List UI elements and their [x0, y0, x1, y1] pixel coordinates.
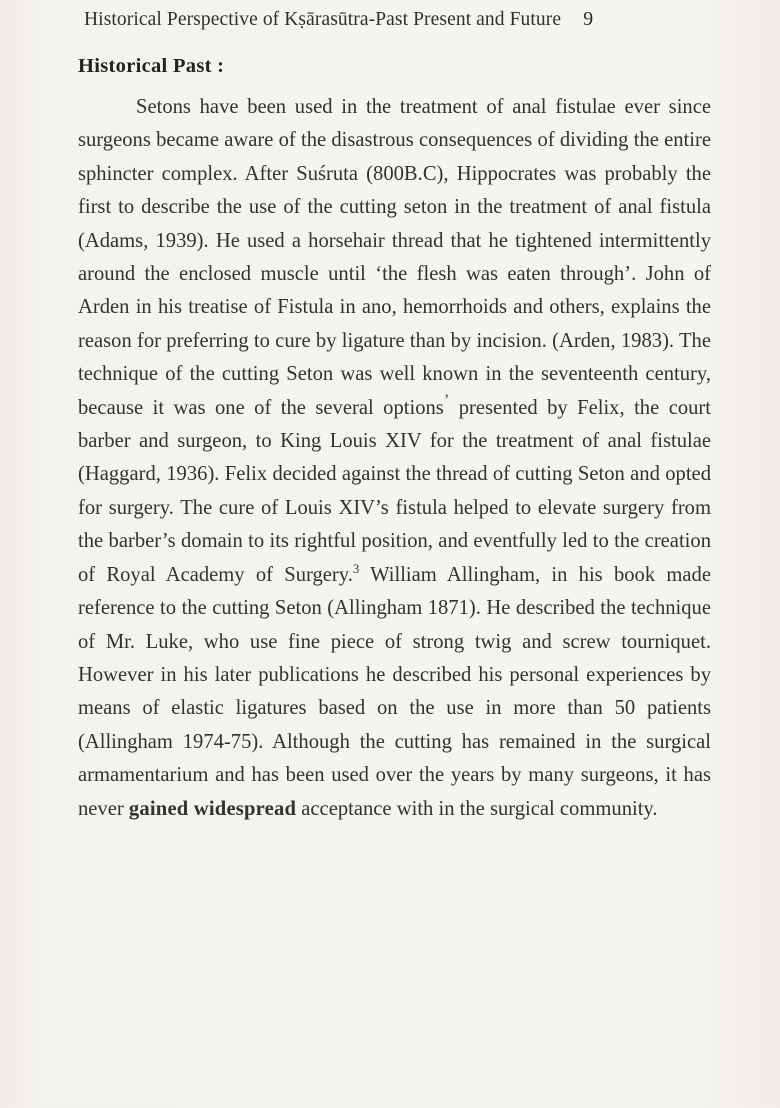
body-text-part-3: William Allingham, in his book made reference to the cutting Seton (Allingham 1871). He described the technique of Mr. Luke, who use fine piece of strong twig and screw tourniquet. However in his later publications he described his personal experiences by means of elastic ligatures based on the use in more than 50 patients (Allingham 1974-75). Although the cutting has remained in the surgical armamentarium and has been used over the years by many surgeons, it has never — [78, 563, 711, 820]
bottom-edge-fade — [0, 1098, 780, 1108]
body-paragraph — [78, 91, 711, 826]
running-header — [84, 8, 724, 31]
body-text-part-2: presented by Felix, the court barber and surgeon, to King Louis XIV for the treatment of anal fistulae (Haggard, 1936). Felix decided against the thread of cutting Seton and opted for surgery. The cure of Louis XIV’s fistula helped to elevate surgery from the barber’s domain to its rightful position, and eventfully led to the creation of Royal Academy of Surgery. — [78, 396, 712, 586]
body-text-part-4: acceptance with in the surgical community. — [296, 797, 658, 820]
page-number: 9 — [583, 8, 594, 30]
section-heading: Historical Past : — [78, 55, 225, 77]
body-text-block — [78, 91, 711, 826]
body-text-part-1: Setons have been used in the treatment of anal fistulae ever since surgeons became aware of the disastrous consequences of dividing the entire sphincter complex. After Suśruta (800B.C), Hippocrates was probably the first to describe the use of the cutting seton in the treatment of anal fistula (Adams, 1939). He used a horsehair thread that he tightened intermittently around the enclosed muscle until ‘the flesh was eaten through’. John of Arden in his treatise of Fistula in ano, hemorrhoids and others, explains the reason for preferring to cure by ligature than by incision. (Arden, 1983). The technique of the cutting Seton was well known in the seventeenth century, because it was one of the several options — [78, 96, 711, 419]
body-text-emphasis: gained widespread — [128, 797, 297, 820]
footnote-marker: 3 — [352, 561, 360, 576]
running-header-title: Historical Perspective of Kṣārasūtra-Past Present and Future — [84, 9, 562, 30]
stray-apostrophe-mark: ʼ — [443, 390, 450, 410]
